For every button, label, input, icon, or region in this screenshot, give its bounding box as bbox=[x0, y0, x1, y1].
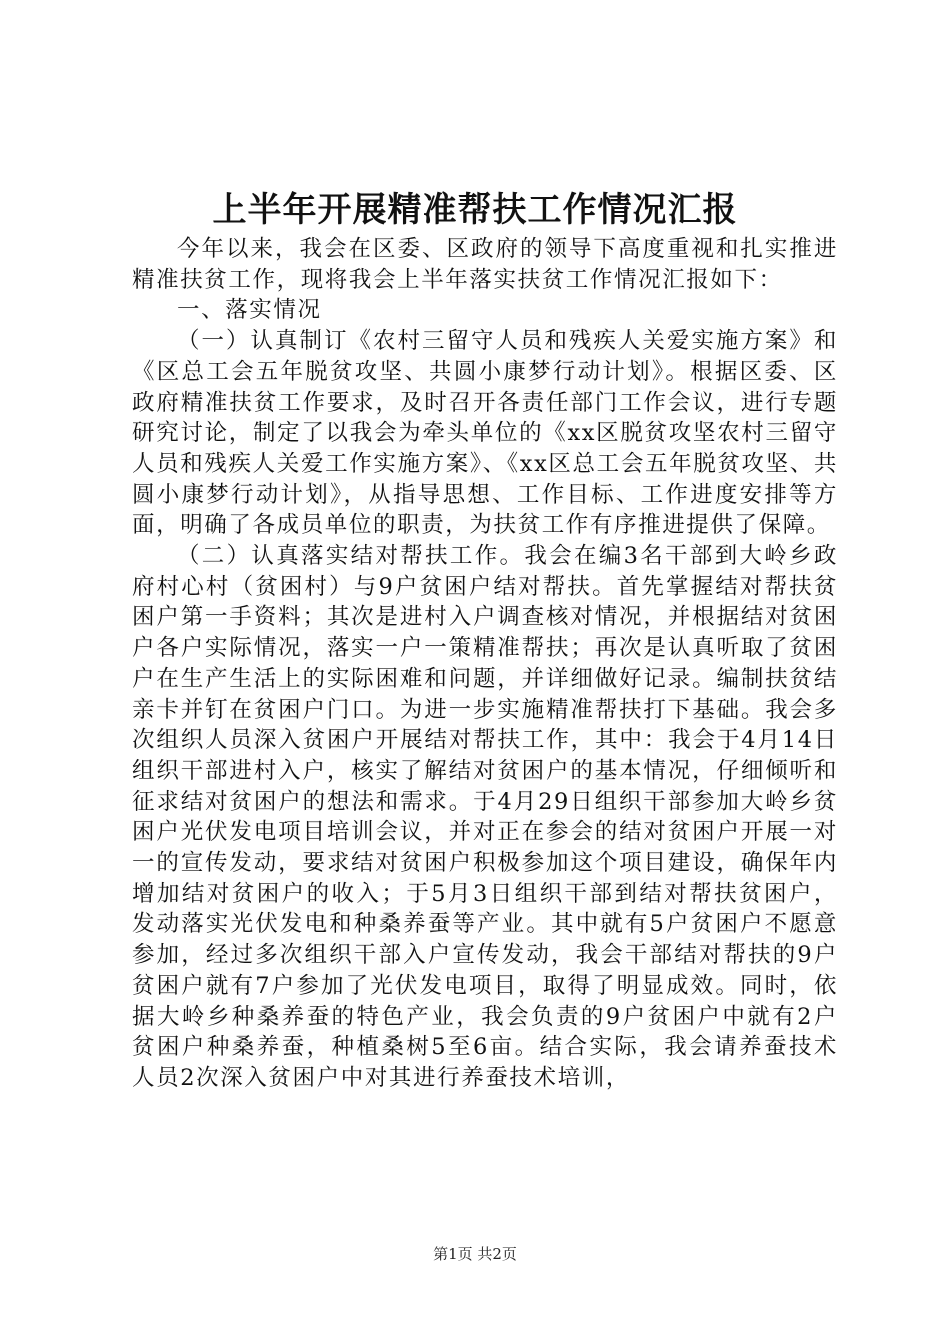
document-body bbox=[132, 234, 838, 1094]
section-paragraph-1: （一）认真制订《农村三留守人员和残疾人关爱实施方案》和《区总工会五年脱贫攻坚、共圆小康梦行动计划》。根据区委、区政府精准扶贫工作要求，及时召开各责任部门工作会议，进行专题研究讨论，制定了以我会为牵头单位的《xx区脱贫攻坚农村三留守人员和残疾人关爱工作实施方案》、《xx区总工会五年脱贫攻坚、共圆小康梦行动计划》，从指导思想、工作目标、工作进度安排等方面，明确了各成员单位的职责，为扶贫工作有序推进提供了保障。 bbox=[132, 328, 838, 539]
section-heading: 一、落实情况 bbox=[177, 297, 322, 324]
page-footer: 第1页 共2页 bbox=[433, 1245, 517, 1263]
document-title: 上半年开展精准帮扶工作情况汇报 bbox=[212, 190, 738, 230]
intro-paragraph: 今年以来，我会在区委、区政府的领导下高度重视和扎实推进精准扶贫工作，现将我会上半年落实扶贫工作情况汇报如下： bbox=[132, 236, 838, 293]
section-paragraph-2: （二）认真落实结对帮扶工作。我会在编3名干部到大岭乡政府村心村（贫困村）与9户贫困户结对帮扶。首先掌握结对帮扶贫困户第一手资料；其次是进村入户调查核对情况，并根据结对贫困户各户实际情况，落实一户一策精准帮扶；再次是认真听取了贫困户在生产生活上的实际困难和问题，并详细做好记录。编制扶贫结亲卡并钉在贫困户门口。为进一步实施精准帮扶打下基础。我会多次组织人员深入贫困户开展结对帮扶工作，其中：我会于4月14日组织干部进村入户，核实了解结对贫困户的基本情况，仔细倾听和征求结对贫困户的想法和需求。于4月29日组织干部参加大岭乡贫困户光伏发电项目培训会议，并对正在参会的结对贫困户开展一对一的宣传发动，要求结对贫困户积极参加这个项目建设，确保年内增加结对贫困户的收入；于5月3日组织干部到结对帮扶贫困户，发动落实光伏发电和种桑养蚕等产业。其中就有5户贫困户不愿意参加，经过多次组织干部入户宣传发动，我会干部结对帮扶的9户贫困户就有7户参加了光伏发电项目，取得了明显成效。同时，依据大岭乡种桑养蚕的特色产业，我会负责的9户贫困户中就有2户贫困户种桑养蚕，种植桑树5至6亩。结合实际，我会请养蚕技术人员2次深入贫困户中对其进行养蚕技术培训， bbox=[132, 543, 838, 1091]
